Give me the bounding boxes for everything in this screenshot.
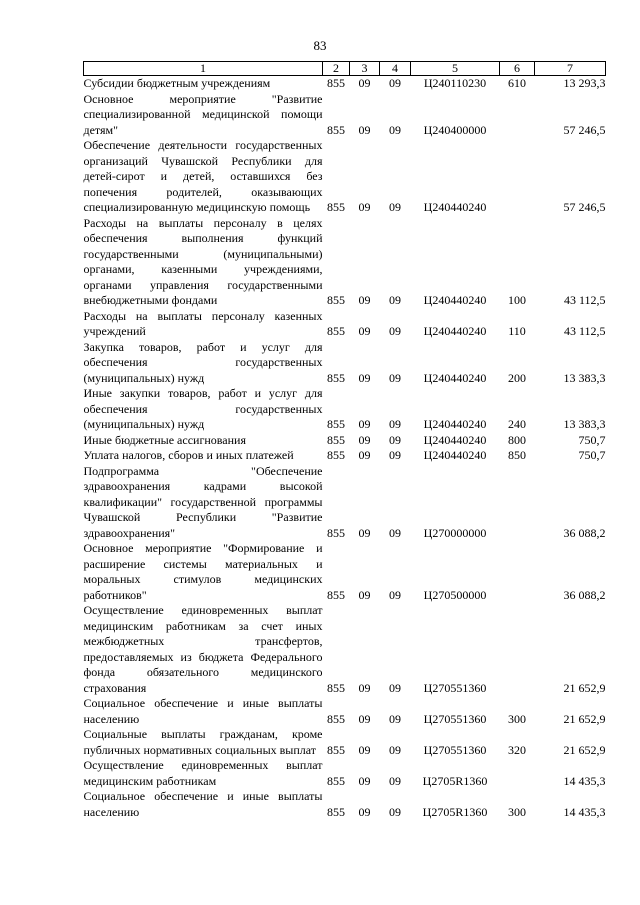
expense-type-code: 300 [508,711,526,726]
amount: 21 652,9 [563,680,606,695]
row-name: Подпрограмма "Обеспечение здравоохранения кадрами высокой квалификации" государственной программы Чувашской Республики "Развитие здравоохранения" [83,463,323,540]
amount: 13 293,3 [563,76,606,90]
target-article-code: Ц270551360 [423,742,487,757]
amount: 36 088,2 [563,587,606,602]
expense-type-code: 240 [508,417,526,431]
target-article-code: Ц240440240 [423,200,487,214]
target-article-code: Ц240440240 [423,293,487,307]
target-article-code: Ц270551360 [423,680,487,695]
table-row [84,448,606,464]
section-code: 09 [358,773,371,788]
amount: 36 088,2 [563,525,606,540]
section-code: 09 [358,448,371,462]
subsection-code: 09 [389,76,401,90]
target-article-code: Ц240400000 [423,122,487,137]
admin-code: 855 [327,773,345,788]
amount: 13 383,3 [563,370,606,385]
admin-code: 855 [327,293,345,307]
row-name: Иные бюджетные ассигнования [83,432,246,447]
table-row [84,758,606,789]
table-row [84,727,606,758]
target-article-code: Ц240440240 [423,432,487,447]
subsection-code: 09 [389,293,401,307]
target-article-code: Ц240440240 [423,324,487,338]
admin-code: 855 [327,76,345,90]
row-name: Обеспечение деятельности государственных организаций Чувашской Республики для детей-сирот и детей, оставшихся без попечения родителей, оказывающих специализированную медицинскую помощь [83,138,323,214]
table-row [84,541,606,603]
expense-type-code: 610 [508,76,526,90]
section-code: 09 [358,432,371,447]
subsection-code: 09 [389,448,401,462]
amount: 14 435,3 [563,804,606,819]
amount: 750,7 [578,432,606,447]
column-header: 2 [323,62,350,76]
target-article-code: Ц240440240 [423,370,487,385]
expense-type-code [500,464,535,542]
header-row [84,62,606,76]
admin-code: 855 [327,448,345,462]
column-header: 6 [500,62,535,76]
table-row [84,433,606,449]
section-code: 09 [358,370,371,385]
expense-type-code: 110 [508,324,526,338]
subsection-code: 09 [389,773,401,788]
target-article-code: Ц240110230 [423,76,487,90]
amount: 57 246,5 [563,122,606,137]
row-name: Расходы на выплаты персоналу в целях обеспечения выполнения функций государственными (муниципальными) органами, казенными учреждениями, органами управления государственными внебюджетными фондами [83,215,323,307]
expense-type-code: 200 [508,370,526,385]
table-row [84,309,606,340]
subsection-code: 09 [389,432,401,447]
target-article-code: Ц270500000 [423,587,487,602]
row-name: Социальные выплаты гражданам, кроме публичных нормативных социальных выплат [83,727,323,757]
subsection-code: 09 [389,711,401,726]
target-article-code: Ц2705R1360 [422,804,488,819]
table-row [84,464,606,542]
row-name: Расходы на выплаты персоналу казенных учреждений [83,308,323,338]
admin-code: 855 [327,122,345,137]
section-code: 09 [358,680,371,695]
column-header: 5 [411,62,500,76]
amount: 13 383,3 [563,417,606,431]
row-name: Основное мероприятие "Развитие специализированной медицинской помощи детям" [83,91,323,137]
amount: 750,7 [578,448,606,462]
column-header: 3 [350,62,380,76]
admin-code: 855 [327,680,345,695]
column-header: 1 [84,62,323,76]
expense-type-code: 300 [508,804,526,819]
subsection-code: 09 [389,680,401,695]
section-code: 09 [358,417,371,431]
section-code: 09 [358,804,371,819]
target-article-code: Ц2705R1360 [422,773,488,788]
page-number: 83 [313,38,327,53]
section-code: 09 [358,293,371,307]
admin-code: 855 [327,711,345,726]
expense-type-code [500,138,535,216]
subsection-code: 09 [389,804,401,819]
expense-type-code: 100 [508,293,526,307]
row-name: Социальное обеспечение и иные выплаты населению [83,789,323,819]
admin-code: 855 [327,324,345,338]
section-code: 09 [358,525,371,540]
section-code: 09 [358,742,371,757]
admin-code: 855 [327,587,345,602]
row-name: Иные закупки товаров, работ и услуг для обеспечения государственных (муниципальных) нужд [83,386,323,431]
subsection-code: 09 [389,324,401,338]
table-row [84,216,606,309]
expense-type-code [500,92,535,139]
subsection-code: 09 [389,587,401,602]
table-row [84,76,606,92]
section-code: 09 [358,122,371,137]
target-article-code: Ц240440240 [423,448,487,462]
expense-type-code: 320 [508,742,526,757]
table-row [84,138,606,216]
target-article-code: Ц270000000 [423,525,487,540]
subsection-code: 09 [389,417,401,431]
admin-code: 855 [327,804,345,819]
row-name: Осуществление единовременных выплат медицинским работникам за счет иных межбюджетных трансфертов, предоставляемых из бюджета Федерального фонда обязательного медицинского страхования [83,603,323,695]
row-name: Уплата налогов, сборов и иных платежей [83,448,294,462]
table-row [84,386,606,433]
section-code: 09 [358,324,371,338]
target-article-code: Ц270551360 [423,711,487,726]
column-header: 7 [535,62,606,76]
amount: 14 435,3 [563,773,606,788]
row-name: Основное мероприятие "Формирование и расширение системы материальных и моральных стимулов медицинских работников" [83,541,323,602]
expense-type-code: 800 [508,432,526,447]
table-row [84,696,606,727]
section-code: 09 [358,76,371,90]
subsection-code: 09 [389,370,401,385]
table-row [84,340,606,387]
row-name: Социальное обеспечение и иные выплаты населению [83,696,323,726]
section-code: 09 [358,200,371,214]
expense-type-code [500,758,535,789]
amount: 57 246,5 [563,200,606,214]
admin-code: 855 [327,200,345,214]
expense-type-code [500,541,535,603]
subsection-code: 09 [389,742,401,757]
expense-type-code [500,603,535,696]
amount: 21 652,9 [563,711,606,726]
subsection-code: 09 [389,122,401,137]
admin-code: 855 [327,432,345,447]
amount: 43 112,5 [563,324,606,338]
admin-code: 855 [327,525,345,540]
column-header: 4 [380,62,411,76]
admin-code: 855 [327,417,345,431]
table-row [84,92,606,139]
row-name: Закупка товаров, работ и услуг для обеспечения государственных (муниципальных) нужд [83,339,323,385]
section-code: 09 [358,711,371,726]
target-article-code: Ц240440240 [423,417,487,431]
amount: 43 112,5 [563,293,606,307]
expense-type-code: 850 [508,448,526,462]
row-name: Осуществление единовременных выплат медицинским работникам [83,758,323,788]
section-code: 09 [358,587,371,602]
admin-code: 855 [327,742,345,757]
admin-code: 855 [327,370,345,385]
table-row [84,789,606,820]
row-name: Субсидии бюджетным учреждениям [83,76,271,90]
table-row [84,603,606,696]
budget-table [83,61,606,820]
amount: 21 652,9 [563,742,606,757]
subsection-code: 09 [389,525,401,540]
subsection-code: 09 [389,200,401,214]
